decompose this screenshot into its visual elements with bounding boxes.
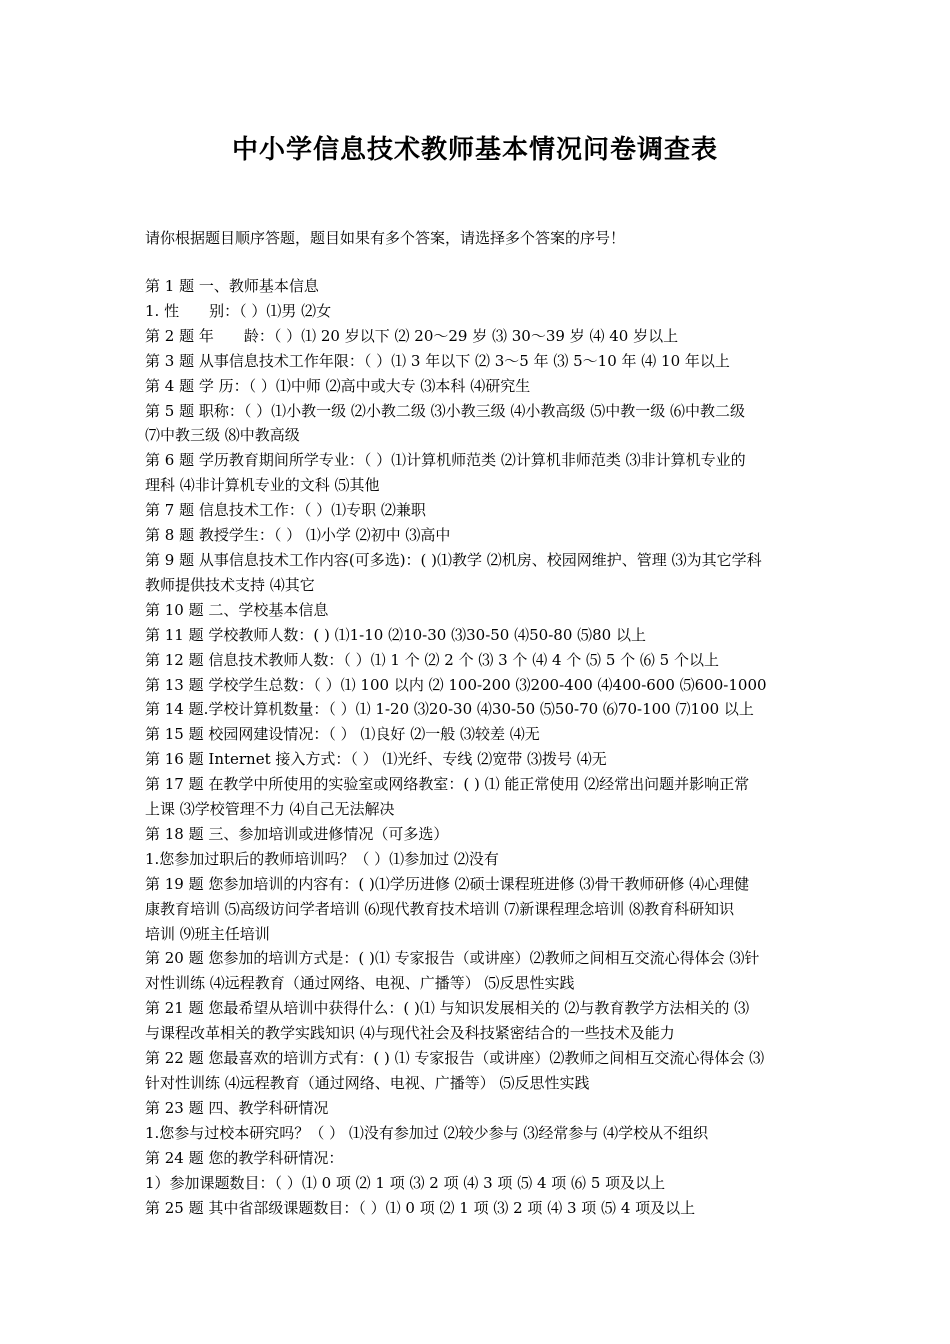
- question-line: 1. 性 别：（ ）⑴男 ⑵女: [145, 301, 332, 320]
- question-line: 针对性训练 ⑷远程教育（通过网络、电视、广播等） ⑸反思性实践: [145, 1074, 590, 1092]
- question-line: 教师提供技术支持 ⑷其它: [145, 575, 315, 594]
- question-line: 康教育培训 ⑸高级访问学者培训 ⑹现代教育技术培训 ⑺新课程理念培训 ⑻教育科研知识: [145, 899, 735, 918]
- question-line: 第 8 题 教授学生：（ ） ⑴小学 ⑵初中 ⑶高中: [145, 526, 451, 545]
- question-line: 第 4 题 学 历：（ ）⑴中师 ⑵高中或大专 ⑶本科 ⑷研究生: [145, 376, 531, 395]
- question-line: 第 1 题 一、教师基本信息: [145, 277, 319, 295]
- question-line: 第 13 题 学校学生总数：（ ）⑴ 100 以内 ⑵ 100-200 ⑶200-400 ⑷400-600 ⑸600-1000: [145, 675, 767, 694]
- question-list: [145, 274, 815, 1220]
- question-line: 第 20 题 您参加的培训方式是：( )⑴ 专家报告（或讲座）⑵教师之间相互交流心得体会 ⑶针: [145, 949, 760, 968]
- question-line: 1）参加课题数目：（ ）⑴ 0 项 ⑵ 1 项 ⑶ 2 项 ⑷ 3 项 ⑸ 4 项 ⑹ 5 项及以上: [145, 1173, 666, 1192]
- question-line: 第 15 题 校园网建设情况：（ ） ⑴良好 ⑵一般 ⑶较差 ⑷无: [145, 725, 540, 744]
- question-line: 1.您参加过职后的教师培训吗？（ ）⑴参加过 ⑵没有: [145, 849, 499, 868]
- question-line: 第 17 题 在教学中所使用的实验室或网络教室：( ) ⑴ 能正常使用 ⑵经常出问题并影响正常: [145, 775, 750, 794]
- question-line: 第 12 题 信息技术教师人数：（ ）⑴ 1 个 ⑵ 2 个 ⑶ 3 个 ⑷ 4 个 ⑸ 5 个 ⑹ 5 个以上: [145, 650, 719, 669]
- question-line: 培训 ⑼班主任培训: [145, 924, 270, 943]
- question-line: 第 21 题 您最希望从培训中获得什么：( )⑴ 与知识发展相关的 ⑵与教育教学方法相关的 ⑶: [145, 999, 750, 1018]
- question-line: 第 9 题 从事信息技术工作内容(可多选)：( )⑴教学 ⑵机房、校园网维护、管理 ⑶为其它学科: [145, 550, 762, 569]
- question-line: 第 5 题 职称：（ ）⑴小教一级 ⑵小教二级 ⑶小教三级 ⑷小教高级 ⑸中教一级 ⑹中教二级: [145, 401, 745, 420]
- question-line: 第 24 题 您的教学科研情况：: [145, 1148, 344, 1167]
- question-line: 对性训练 ⑷远程教育（通过网络、电视、广播等） ⑸反思性实践: [145, 974, 575, 993]
- question-line: 上课 ⑶学校管理不力 ⑷自己无法解决: [145, 800, 395, 819]
- question-line: 与课程改革相关的教学实践知识 ⑷与现代社会及科技紧密结合的一些技术及能力: [145, 1024, 675, 1043]
- question-line: 第 23 题 四、教学科研情况: [145, 1098, 329, 1117]
- question-line: 第 7 题 信息技术工作：（ ）⑴专职 ⑵兼职: [145, 501, 426, 520]
- question-line: 第 18 题 三、参加培训或进修情况（可多选）: [145, 824, 449, 843]
- document-title: 中小学信息技术教师基本情况问卷调查表: [231, 135, 718, 165]
- question-line: 第 11 题 学校教师人数：( ) ⑴1-10 ⑵10-30 ⑶30-50 ⑷50-80 ⑸80 以上: [145, 625, 646, 644]
- question-line: 第 6 题 学历教育期间所学专业：（ ）⑴计算机师范类 ⑵计算机非师范类 ⑶非计算机专业的: [145, 451, 746, 470]
- question-line: 第 2 题 年 龄：（ ）⑴ 20 岁以下 ⑵ 20～29 岁 ⑶ 30～39 岁 ⑷ 40 岁以上: [145, 326, 679, 345]
- question-line: 1.您参与过校本研究吗？（ ） ⑴没有参加过 ⑵较少参与 ⑶经常参与 ⑷学校从不组织: [145, 1123, 709, 1142]
- question-line: 第 16 题 Internet 接入方式：（ ） ⑴光纤、专线 ⑵宽带 ⑶拨号 ⑷无: [145, 750, 607, 769]
- question-line: 第 3 题 从事信息技术工作年限：（ ）⑴ 3 年以下 ⑵ 3～5 年 ⑶ 5～10 年 ⑷ 10 年以上: [145, 351, 730, 370]
- question-line: ⑺中教三级 ⑻中教高级: [145, 426, 300, 445]
- question-line: 第 22 题 您最喜欢的培训方式有：( ) ⑴ 专家报告（或讲座）⑵教师之间相互交流心得体会 ⑶: [145, 1049, 765, 1068]
- question-line: 第 14 题.学校计算机数量：（ ）⑴ 1-20 ⑶20-30 ⑷30-50 ⑸50-70 ⑹70-100 ⑺100 以上: [145, 700, 754, 719]
- question-line: 理科 ⑷非计算机专业的文科 ⑸其他: [145, 476, 380, 495]
- question-line: 第 19 题 您参加培训的内容有：( )⑴学历进修 ⑵硕士课程班进修 ⑶骨干教师研修 ⑷心理健: [145, 874, 750, 893]
- document-intro: 请你根据题目顺序答题，题目如果有多个答案，请选择多个答案的序号！: [145, 229, 626, 247]
- question-line: 第 25 题 其中省部级课题数目：（ ）⑴ 0 项 ⑵ 1 项 ⑶ 2 项 ⑷ 3 项 ⑸ 4 项及以上: [145, 1198, 696, 1217]
- question-line: 第 10 题 二、学校基本信息: [145, 600, 329, 619]
